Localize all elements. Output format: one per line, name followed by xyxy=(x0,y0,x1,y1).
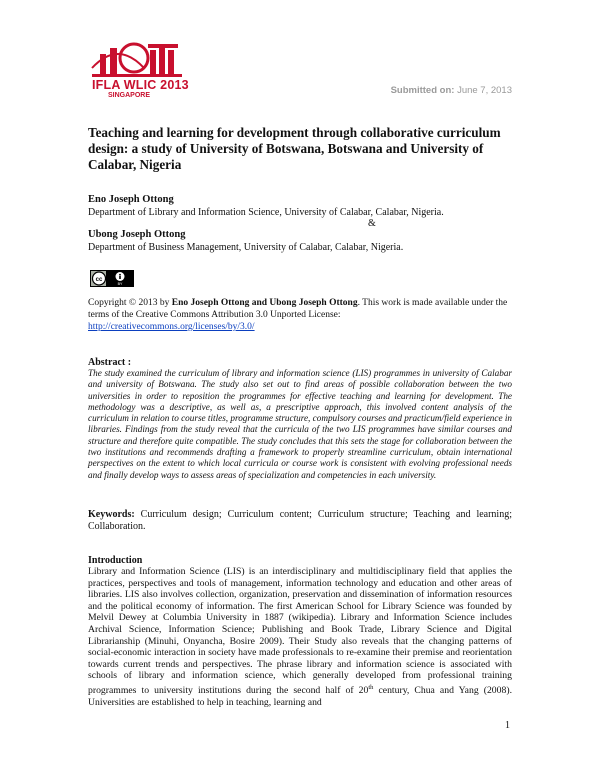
keywords xyxy=(88,509,512,533)
abstract-heading: Abstract : xyxy=(88,357,132,368)
paper-title: Teaching and learning for development through collaborative curriculum design: a study of University of Botswana, Botswana and University of Calabar, Nigeria xyxy=(88,125,501,172)
submitted-date-value: June 7, 2013 xyxy=(457,85,512,96)
introduction-heading: Introduction xyxy=(88,555,143,566)
logo-subtitle: SINGAPORE xyxy=(108,92,151,99)
superscript-th: th xyxy=(368,683,374,691)
keywords-text: Curriculum design; Curriculum content; Curriculum structure; Teaching and learning; Collaboration. xyxy=(88,509,512,532)
author-name-1: Eno Joseph Ottong xyxy=(88,194,174,205)
abstract-body: The study examined the curriculum of library and information science (LIS) programmes in university of Calabar and university of Botswana. The study also set out to find areas of possible collaboration between the two universities in order to reposition the programmes for effective teaching and learning for development. The methodology was a descriptive, as well as, a prescriptive approach, this involved content analysis of the curriculum in relation to course titles, programme structure, compulsory courses and practicum/field experience in libraries. Findings from the study reveal that the curricula of the two LIS programmes have similar courses and structure and therefore quite compatible. The study concludes that this sets the stage for collaboration between the two institutions and recommends drafting a framework to properly streamline curriculum, obtain international perspectives on the extent to which local curricula or course work is consistent with evolving professional needs and finally develop ways to assess areas of specialization and competencies in each university. xyxy=(88,368,512,480)
introduction-text-part1: Library and Information Science (LIS) is an interdisciplinary and multidisciplinary field that applies the practices, perspectives and tools of management, information technology and education and other areas of libraries. LIS also involves collection, organization, preservation and dissemination of information resources and the political economy of information. The first American School for Library Science was founded by Melvil Dewey at Columbia University in 1887 (wikipedia). Library and Information Science includes Archival Science, Information Science; Publishing and Book Trade, Library Science and Digital Librarianship (Minuhi, Onyancha, Bosire 2009). Their Study also reveals that the changing patterns of social-economic interaction in society have made professionals to re-examine their premise and reorientation towards current trends and perspectives. The phrase library and information science is associated with schools of library and information science, which generally developed from professional training programmes to university institutions during the second half of 20 xyxy=(88,566,512,697)
logo-title: IFLA WLIC 2013 xyxy=(92,78,189,92)
submitted-label: Submitted on: xyxy=(390,85,455,96)
cc-by-label: BY xyxy=(117,282,123,286)
author-name-2: Ubong Joseph Ottong xyxy=(88,229,186,240)
submission-date xyxy=(391,85,512,96)
page-number: 1 xyxy=(505,720,510,731)
author-separator: & xyxy=(368,218,376,229)
introduction-body xyxy=(88,566,512,708)
copyright-authors: Eno Joseph Ottong and Ubong Joseph Ottong xyxy=(171,298,358,308)
creative-commons-icon xyxy=(90,270,134,287)
keywords-label: Keywords: xyxy=(88,509,135,520)
copyright-prefix: Copyright © 2013 by xyxy=(88,298,170,308)
introduction-text-part2: century, Chua and Yang (2008). Universities are established to help in teaching, learning and xyxy=(88,685,512,708)
author-affiliation-2: Department of Business Management, University of Calabar, Calabar, Nigeria. xyxy=(88,242,404,253)
copyright-notice xyxy=(88,297,513,333)
copyright-suffix: . This work is made available under the terms of the Creative Commons Attribution 3.0 Unported License: xyxy=(88,298,508,320)
author-affiliation-1: Department of Library and Information Science, University of Calabar, Calabar, Nigeria. xyxy=(88,207,444,218)
license-link[interactable]: http://creativecommons.org/licenses/by/3.0/ xyxy=(88,322,255,332)
svg-text:cc: cc xyxy=(95,277,103,283)
